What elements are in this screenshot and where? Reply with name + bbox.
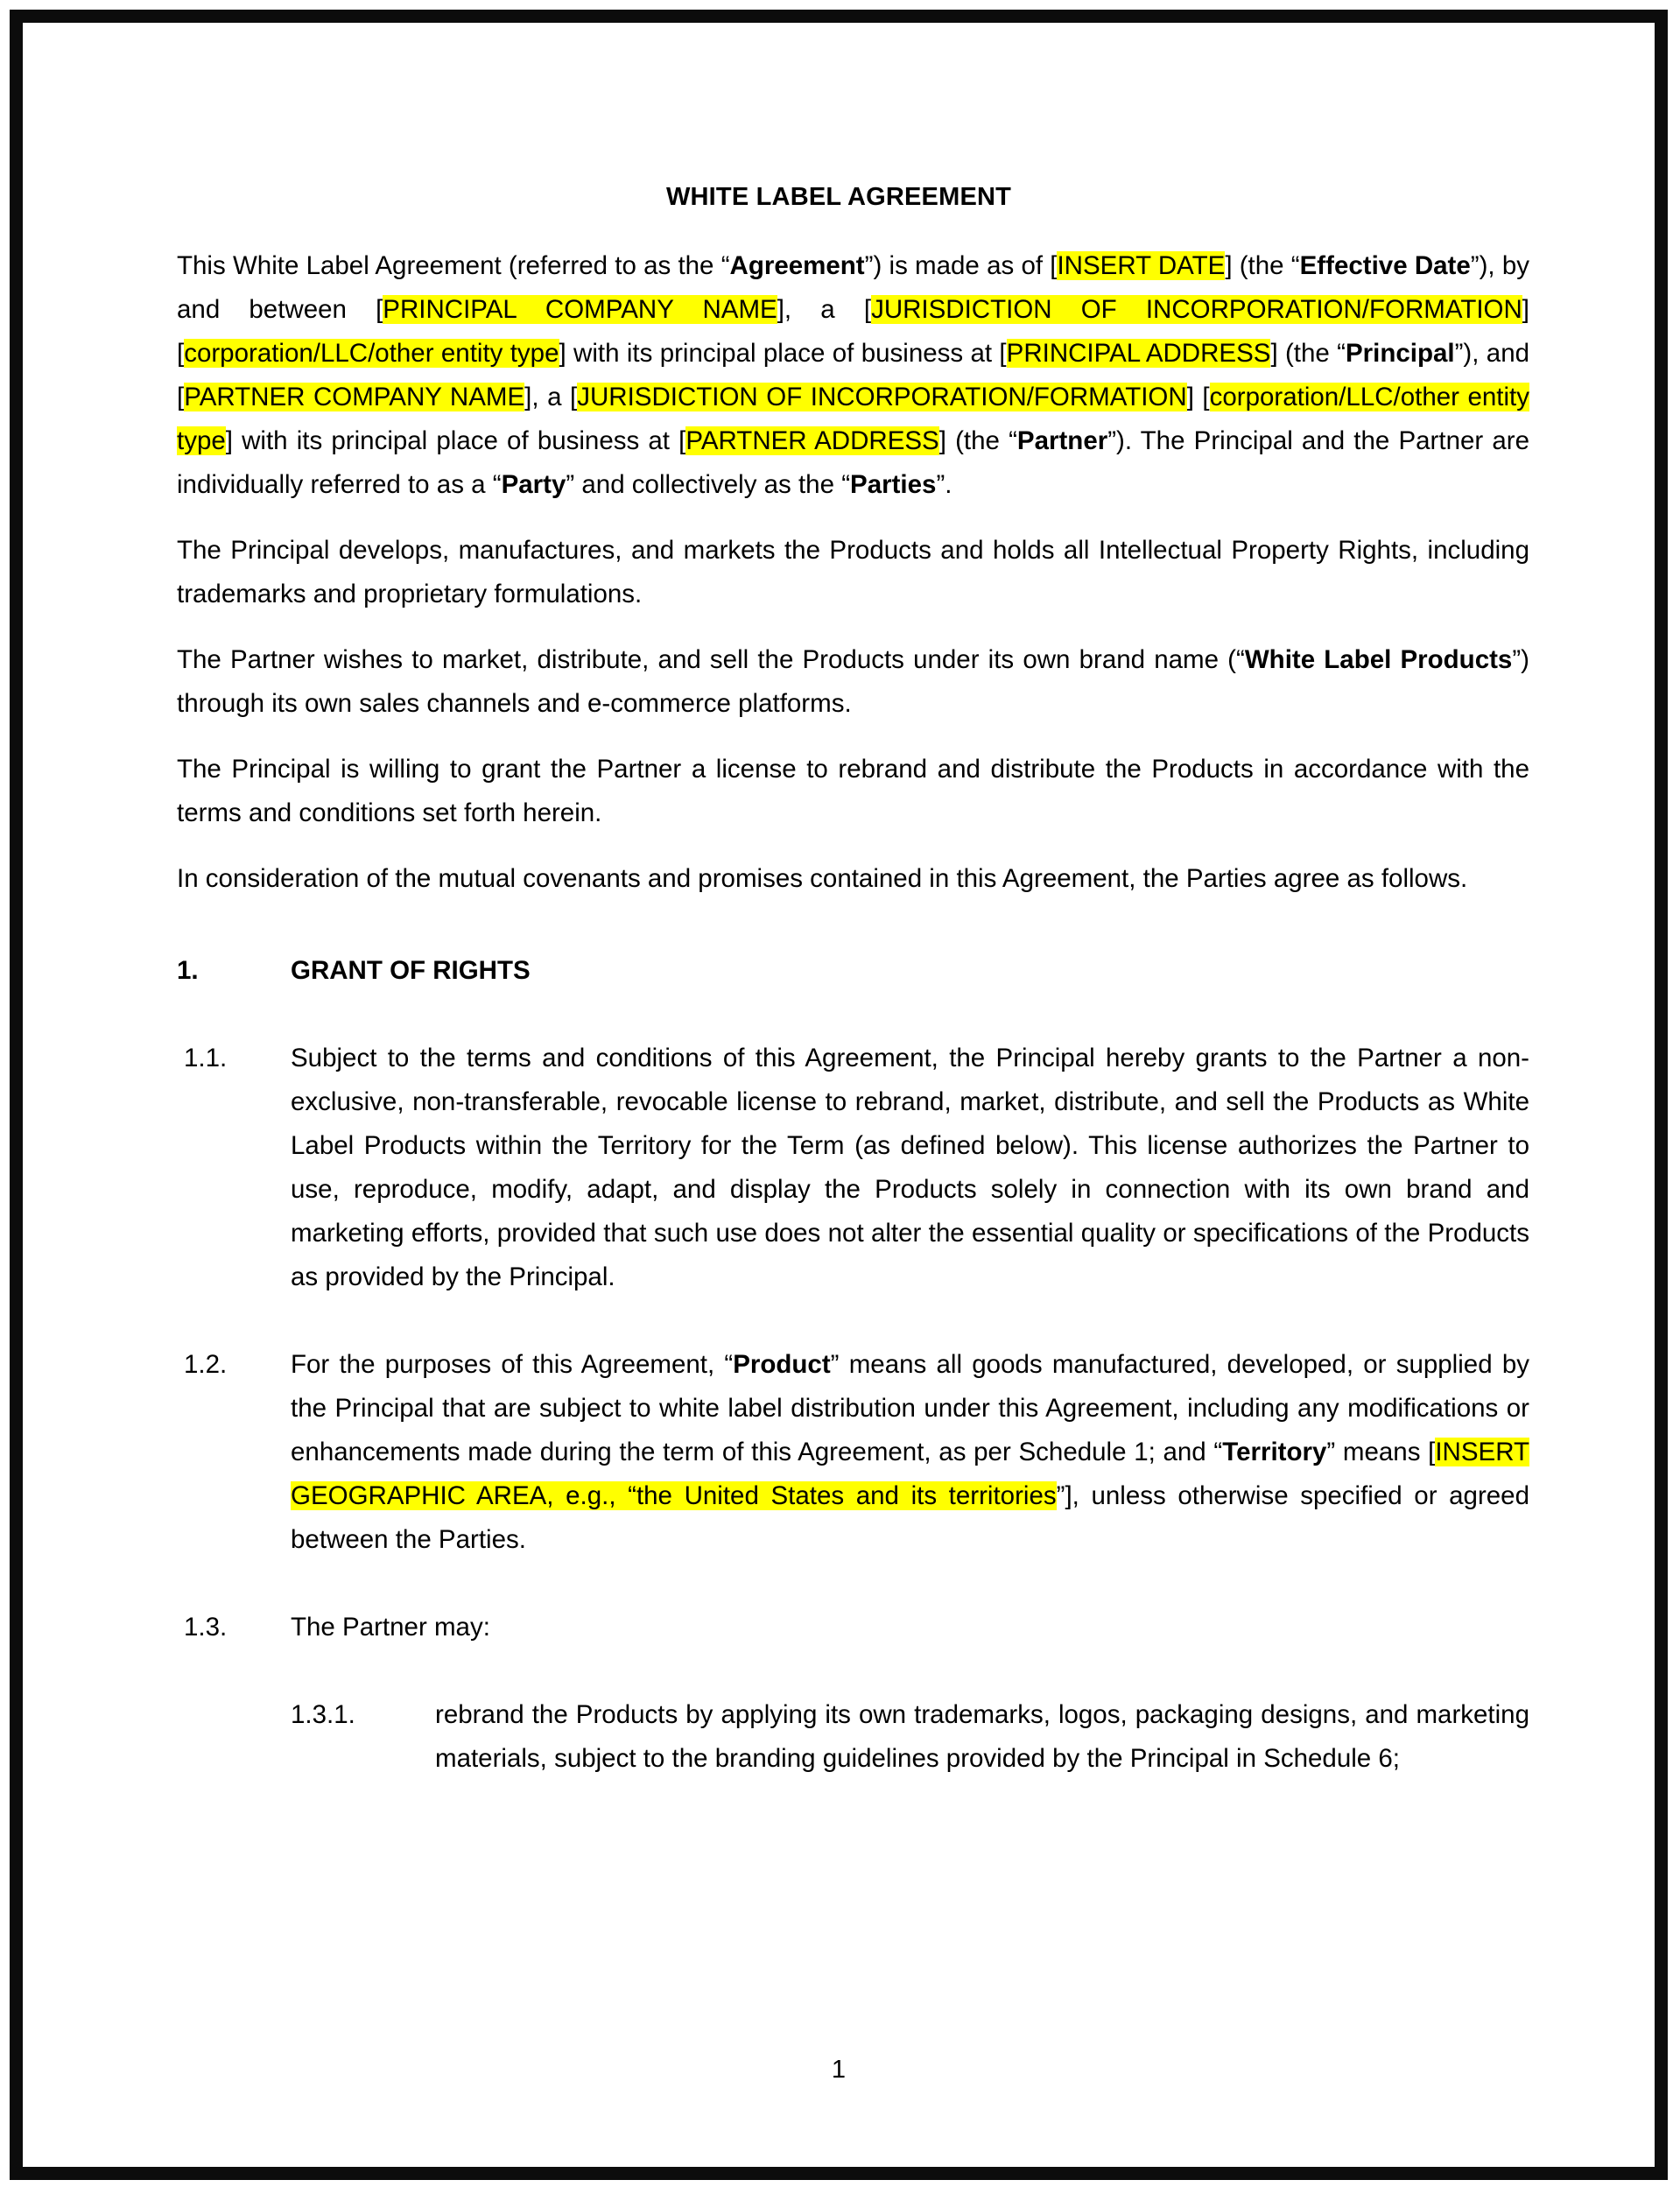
clause-1-2-text-1: For the purposes of this Agreement, “ [291,1350,734,1379]
preamble-text-14: ”). The Principal and the Partner are individually referred to as a “ [177,426,1529,499]
placeholder-partner-address: PARTNER ADDRESS [685,426,939,455]
preamble-text-4: ”), by and between [ [177,251,1529,324]
recital-2-text-b: ”) through its own sales channels and e-commerce platforms. [177,645,1529,718]
clause-1-2-text-2: ” means all goods manufactured, developed, or supplied by the Principal that are subject to white label distribution under this Agreement, including any modifications or enhancements made during the term of this Agreement, as per Schedule 1; and “ [291,1350,1529,1466]
preamble-text-16: ”. [936,470,952,499]
placeholder-geographic-area: INSERT GEOGRAPHIC AREA, e.g., “the United States and its territories [291,1438,1529,1510]
clause-1-3-1-number: 1.3.1. [291,1700,355,1729]
preamble-text-13: ] (the “ [938,426,1017,455]
placeholder-partner-company-name: PARTNER COMPANY NAME [184,383,525,411]
preamble-text-9: ”), and [ [177,339,1530,411]
clause-1-2-text-3: ” means [ [1326,1438,1436,1466]
defined-term-principal: Principal [1345,339,1455,368]
section-1-title: GRANT OF RIGHTS [291,956,531,985]
preamble-text-6: ] [ [177,295,1529,368]
defined-term-parties: Parties [850,470,937,499]
defined-term-party: Party [501,470,566,499]
document-title: WHITE LABEL AGREEMENT [665,183,1012,211]
section-heading-1 [177,949,1529,993]
recital-paragraph-2 [177,638,1529,726]
preamble-text-11: ] [ [1186,383,1210,411]
preamble-text-2: ”) is made as of [ [864,251,1058,280]
clause-1-3 [177,1606,1529,1649]
document-page [23,23,1655,2167]
preamble-text-8: ] (the “ [1270,339,1346,368]
preamble-text-5: ], a [ [777,295,872,324]
preamble-text-15: ” and collectively as the “ [566,470,851,499]
preamble-text-3: ] (the “ [1225,251,1300,280]
defined-term-agreement: Agreement [729,251,865,280]
section-1-number: 1. [177,956,199,985]
clause-1-1 [177,1037,1529,1299]
clause-1-3-text: The Partner may: [291,1613,490,1642]
clause-1-1-text: Subject to the terms and conditions of this Agreement, the Principal hereby grants to the Partner a non-exclusive, non-transferable, revocable license to rebrand, market, distribute, and sell the Products as White Label Products within the Territory for the Term (as defined below). This license authorizes the Partner to use, reproduce, modify, adapt, and display the Products solely in connection with its own brand and marketing efforts, provided that such use does not alter the essential quality or specifications of the Products as provided by the Principal. [291,1044,1529,1291]
page-number: 1 [831,2056,847,2084]
preamble-text-12: ] with its principal place of business at [ [225,426,686,455]
clause-1-2-number: 1.2. [184,1350,228,1379]
placeholder-principal-entity-type: corporation/LLC/other entity type [184,339,559,368]
defined-term-product: Product [733,1350,831,1379]
preamble-paragraph [177,244,1529,507]
clause-1-2 [177,1343,1529,1562]
clause-1-3-1-text: rebrand the Products by applying its own trademarks, logos, packaging designs, and marketing materials, subject to the branding guidelines provided by the Principal in Schedule 6; [435,1700,1529,1773]
recital-paragraph-3: The Principal is willing to grant the Partner a license to rebrand and distribute the Products in accordance with the terms and conditions set forth herein. [177,755,1529,827]
clause-1-1-number: 1.1. [184,1044,228,1072]
placeholder-principal-jurisdiction: JURISDICTION OF INCORPORATION/FORMATION [871,295,1522,324]
preamble-text-1: This White Label Agreement (referred to as the “ [177,251,730,280]
document-body [177,244,1529,1825]
recital-paragraph-1: The Principal develops, manufactures, and markets the Products and holds all Intellectual Property Rights, including trademarks and proprietary formulations. [177,536,1529,608]
placeholder-insert-date: INSERT DATE [1057,251,1226,280]
document-page-border [10,10,1668,2180]
placeholder-principal-company-name: PRINCIPAL COMPANY NAME [383,295,777,324]
defined-term-territory: Territory [1222,1438,1327,1466]
defined-term-white-label-products: White Label Products [1244,645,1513,674]
placeholder-partner-entity-type: corporation/LLC/other entity type [177,383,1529,455]
defined-term-effective-date: Effective Date [1299,251,1471,280]
preamble-text-7: ] with its principal place of business at [ [559,339,1007,368]
clause-1-3-number: 1.3. [184,1613,228,1642]
recital-2-text-a: The Partner wishes to market, distribute, and sell the Products under its own brand name (“ [177,645,1245,674]
clause-1-2-text [291,1343,1529,1562]
preamble-text-10: ], a [ [524,383,578,411]
placeholder-partner-jurisdiction: JURISDICTION OF INCORPORATION/FORMATION [577,383,1187,411]
clause-1-2-text-4: ”], unless otherwise specified or agreed between the Parties. [291,1481,1529,1554]
clause-1-3-1 [177,1693,1529,1781]
placeholder-principal-address: PRINCIPAL ADDRESS [1006,339,1271,368]
recital-paragraph-4: In consideration of the mutual covenants and promises contained in this Agreement, the Parties agree as follows. [177,864,1468,893]
defined-term-partner: Partner [1016,426,1108,455]
